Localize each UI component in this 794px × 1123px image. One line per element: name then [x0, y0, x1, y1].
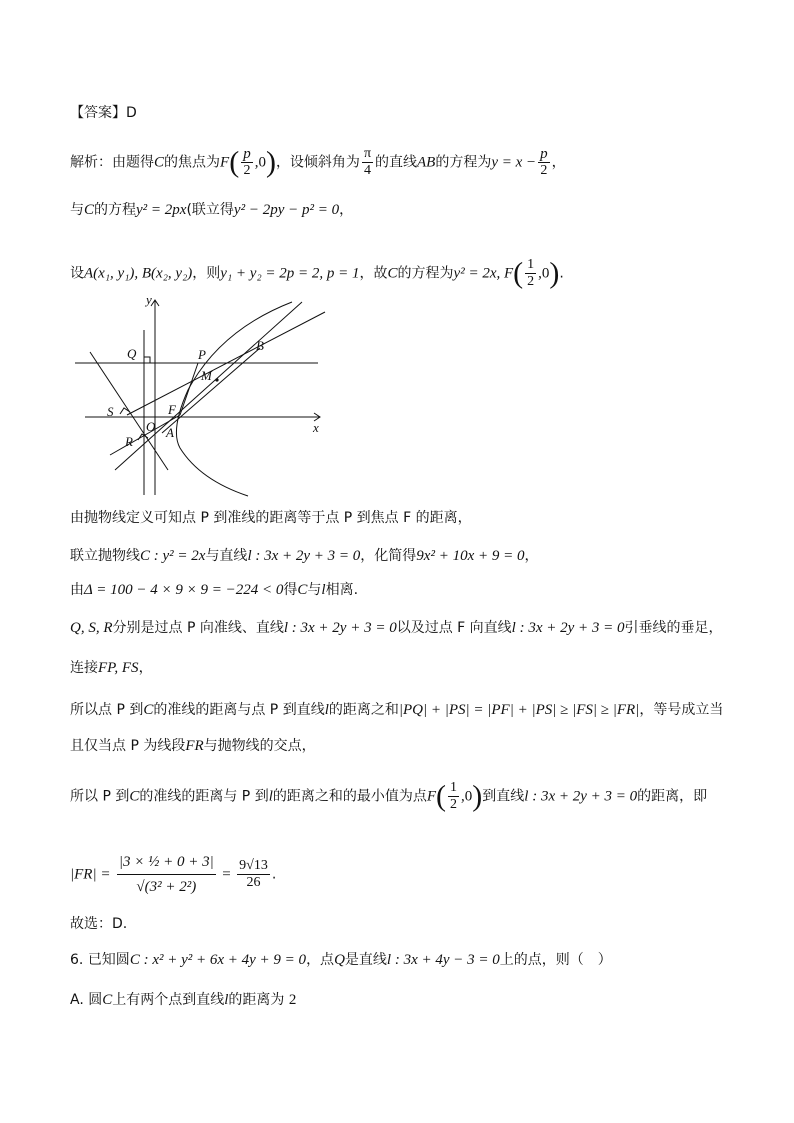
math: l : 3x + 2y + 3 = 0: [247, 548, 361, 564]
frac-num: π: [363, 146, 372, 161]
text: 的距离，即: [637, 788, 708, 805]
line-fp: [180, 363, 198, 415]
text: 联立抛物线: [70, 548, 140, 564]
para-4: [70, 618, 723, 638]
label-o: O: [146, 419, 156, 434]
question-number: 6.: [70, 952, 84, 968]
para-1: 由抛物线定义可知点 P 到准线的距离等于点 P 到焦点 F 的距离，: [70, 510, 472, 526]
paren: (: [513, 256, 524, 290]
text: 的方程: [94, 202, 137, 218]
label-a: A: [166, 425, 174, 440]
frac-den: √(3² + 2²): [136, 879, 197, 895]
label-r: R: [125, 434, 133, 449]
math: C: [387, 265, 398, 282]
math: l: [324, 702, 329, 718]
math: l : 3x + 4y − 3 = 0: [386, 952, 500, 968]
answer-line: [70, 103, 137, 123]
text: 与: [307, 582, 322, 598]
math: F: [220, 154, 230, 171]
math: 2: [288, 992, 297, 1008]
text: 由: [70, 582, 84, 598]
label-p: P: [198, 347, 206, 362]
text: 引垂线的垂足，: [624, 620, 723, 636]
text: 得: [283, 582, 298, 598]
para-3: [70, 580, 358, 600]
frac-den: 2: [527, 274, 535, 289]
analysis-line-3: [70, 257, 564, 290]
frac-num: |3 × ½ + 0 + 3|: [117, 850, 216, 875]
math: AB: [417, 154, 436, 171]
text: 的焦点为: [164, 154, 221, 171]
text: ，: [339, 202, 354, 218]
frac-num: p: [540, 146, 548, 162]
fraction: [448, 780, 459, 813]
paren: ): [549, 256, 560, 290]
para-6: [70, 700, 723, 720]
math: C: [154, 154, 165, 171]
text: 与抛物线的交点，: [203, 738, 316, 754]
text: 且仅当点 P 为线段: [70, 738, 186, 754]
text: 相离.: [325, 582, 359, 598]
math: y² − 2py − p² = 0: [233, 202, 340, 218]
frac-den: 4: [363, 163, 371, 178]
text: 与直线: [205, 548, 248, 564]
math: y² = 2px: [136, 202, 187, 218]
text: 由题得: [112, 154, 154, 171]
para-5: [70, 658, 153, 678]
right-angle-s: [120, 408, 130, 414]
fraction: [538, 146, 550, 179]
text: 的距离为: [228, 992, 285, 1008]
math: Q, S, R: [70, 620, 113, 636]
text: ，等号成立当: [639, 702, 724, 718]
math: |PQ| + |PS| = |PF| + |PS| ≥ |FS| ≥ |FR|: [398, 702, 640, 718]
text: 的准线的距离与 P 到: [139, 788, 269, 805]
label-f: F: [168, 402, 176, 417]
paren: ): [265, 145, 276, 179]
math: y₁ + y₂ = 2p = 2, p = 1: [220, 265, 360, 282]
fraction: [525, 257, 536, 290]
text: 的方程为: [397, 265, 454, 282]
frac-den: 26: [246, 875, 261, 890]
math: l: [224, 992, 229, 1008]
parabola-figure: [70, 290, 340, 505]
label-b: B: [256, 338, 264, 353]
para-9: [70, 850, 276, 899]
math: ,0: [254, 154, 266, 171]
text: 的距离之和: [328, 702, 399, 718]
math: 9x² + 10x + 9 = 0: [416, 548, 525, 564]
line-ab: [162, 348, 260, 433]
frac-den: 2: [450, 797, 458, 812]
paren: ): [472, 779, 483, 813]
text: 是直线: [344, 952, 387, 968]
paren: (: [229, 145, 240, 179]
text: ，化简得: [360, 548, 417, 564]
text: 设: [70, 265, 84, 282]
para-7: [70, 736, 316, 756]
math: A(x₁, y₁), B(x₂, y₂): [84, 265, 193, 282]
result-fraction: [237, 858, 270, 891]
text: ，设倾斜角为: [275, 154, 360, 171]
text: 与: [70, 202, 84, 218]
label-x: x: [313, 420, 319, 435]
text: (: [186, 202, 192, 218]
right-angle-r: [138, 434, 148, 440]
math: FR: [185, 738, 204, 754]
math: Δ = 100 − 4 × 9 × 9 = −224 < 0: [84, 582, 284, 598]
para-2: [70, 546, 538, 566]
paren: (: [436, 779, 447, 813]
answer-label: 【答案】: [70, 105, 126, 121]
math: Q: [334, 952, 345, 968]
text: 的直线: [375, 154, 418, 171]
text: 圆: [88, 992, 103, 1008]
text: 连接: [70, 660, 98, 676]
text: ，故: [359, 265, 388, 282]
text: ，: [138, 660, 153, 676]
math: y² = 2x, F: [453, 265, 514, 282]
math: FP, FS: [98, 660, 139, 676]
text: 以及过点 F 向直线: [396, 620, 512, 636]
label-m: M: [201, 368, 212, 383]
math: ,0: [538, 265, 550, 282]
line-through-b: [115, 302, 302, 470]
frac-num: p: [243, 146, 251, 162]
answer-value: D: [126, 105, 137, 121]
distance-fraction: [117, 850, 216, 899]
math: C: [102, 992, 113, 1008]
para-10: 故选：D.: [70, 916, 128, 932]
math: l: [321, 582, 326, 598]
text: 所以 P 到: [70, 788, 130, 805]
fraction: [241, 146, 253, 179]
math: C: [129, 788, 140, 805]
math: C : x² + y² + 6x + 4y + 9 = 0: [129, 952, 307, 968]
text: 上的点，则（ ）: [499, 952, 612, 968]
text: ，: [524, 548, 539, 564]
math: l : 3x + 2y + 3 = 0: [524, 788, 638, 805]
math: F: [426, 788, 437, 805]
text: ，则: [192, 265, 221, 282]
math: y = x −: [491, 154, 537, 171]
frac-num: 1: [450, 780, 458, 795]
math: ,0: [461, 788, 473, 805]
frac-den: 2: [243, 163, 251, 178]
math: C: [84, 202, 95, 218]
math: l : 3x + 2y + 3 = 0: [511, 620, 625, 636]
frac-den: 2: [540, 163, 548, 178]
right-angle-q: [144, 357, 150, 363]
math: C: [297, 582, 308, 598]
question-6: [70, 950, 612, 970]
label-q: Q: [127, 346, 137, 361]
analysis-prefix: 解析：: [70, 154, 112, 171]
text: 所以点 P 到: [70, 702, 144, 718]
para-8: [70, 780, 707, 813]
text: 的准线的距离与点 P 到直线: [153, 702, 325, 718]
text: .: [271, 866, 277, 883]
text: 联立得: [191, 202, 234, 218]
text: 上有两个点到直线: [112, 992, 225, 1008]
option-label: A.: [70, 992, 84, 1008]
text: 的距离之和的最小值为点: [272, 788, 427, 805]
text: 分别是过点 P 向准线、直线: [112, 620, 284, 636]
text: 的方程为: [435, 154, 492, 171]
text: .: [559, 265, 564, 282]
analysis-line-2: [70, 200, 353, 220]
text: ，: [551, 154, 566, 171]
fraction: [362, 146, 373, 179]
analysis-line-1: [70, 146, 566, 179]
math: =: [222, 866, 231, 883]
text: ，点: [306, 952, 335, 968]
text: 已知圆: [87, 952, 130, 968]
math: C : y² = 2x: [140, 548, 206, 564]
math: |FR| =: [70, 866, 111, 883]
math: l : 3x + 2y + 3 = 0: [283, 620, 397, 636]
point-m: [215, 378, 218, 381]
label-y: y: [146, 292, 152, 307]
option-a: [70, 990, 296, 1010]
label-s: S: [107, 404, 114, 419]
math: C: [143, 702, 154, 718]
frac-num: 1: [527, 257, 535, 272]
text: 到直线: [482, 788, 525, 805]
math: l: [268, 788, 273, 805]
frac-num: 9√13: [239, 858, 268, 873]
